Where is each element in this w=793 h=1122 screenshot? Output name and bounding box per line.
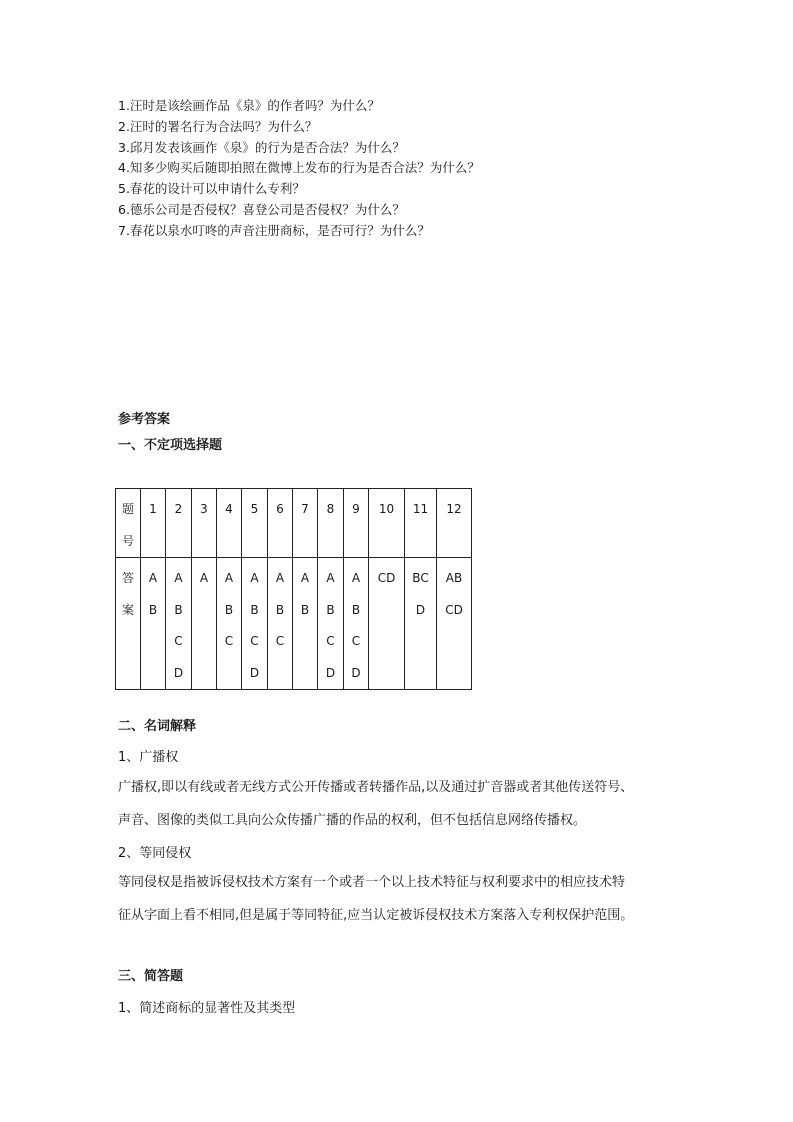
question-item: 1.汪时是该绘画作品《泉》的作者吗？为什么？: [118, 98, 380, 113]
answer-line: A: [351, 571, 361, 585]
term1-paragraph: [118, 772, 684, 837]
reference-answers-title: 参考答案: [118, 412, 171, 427]
answer-table-answer-row: [116, 558, 472, 690]
paragraph-line: 征从字面上看不相同,但是属于等同特征,应当认定被诉侵权技术方案落入专利权保护范围。: [118, 907, 634, 923]
question-item: 5.春花的设计可以申请什么专利？: [118, 181, 305, 197]
answer-line: B: [250, 602, 259, 617]
paragraph-line: 声音、图像的类似工具向公众传播广播的作品的权利，但不包括信息网络传播权。: [118, 812, 587, 828]
answer-line: C: [351, 634, 361, 648]
question-number-cell: 10: [369, 489, 405, 558]
answer-table: [115, 488, 472, 690]
answer-cell: [242, 558, 268, 690]
answer-line: D: [351, 665, 361, 680]
answer-cell: [405, 558, 437, 690]
answer-line: C: [326, 634, 335, 648]
answer-line: A: [224, 571, 234, 585]
answer-cell: [217, 558, 242, 690]
answer-line: CD: [377, 571, 396, 585]
header-label-char: 号: [121, 533, 134, 548]
answer-line: D: [415, 602, 426, 617]
answer-line: D: [325, 665, 336, 680]
answer-cell: [318, 558, 344, 690]
term2-title: 2、等同侵权: [118, 846, 192, 861]
header-label-cell: [116, 489, 141, 558]
answer-cell: [192, 558, 217, 690]
answer-line: A: [275, 571, 285, 585]
section3-heading: 三、简答题: [118, 969, 184, 984]
question-number-cell: 11: [405, 489, 437, 558]
term2-paragraph: [118, 867, 684, 932]
answer-label-char: 案: [121, 602, 134, 617]
question-number-cell: 1: [141, 489, 166, 558]
question-number-cell: 8: [318, 489, 344, 558]
answer-line: B: [148, 602, 158, 617]
answer-line: A: [148, 571, 158, 585]
question-number-cell: 2: [166, 489, 192, 558]
question-item: 4.知多少购买后随即拍照在微博上发布的行为是否合法？为什么？: [118, 160, 480, 176]
answer-line: A: [300, 571, 310, 585]
question-number-cell: 6: [268, 489, 293, 558]
answer-line: B: [174, 602, 183, 617]
question-item: 2.汪时的署名行为合法吗？为什么？: [118, 118, 318, 134]
answer-line: D: [249, 665, 260, 680]
answer-cell: [166, 558, 192, 690]
answer-table-header-row: [116, 489, 472, 558]
answer-line: B: [275, 602, 285, 617]
answer-line: BC: [412, 571, 429, 585]
question-item: 7.春花以泉水叮咚的声音注册商标，是否可行？为什么？: [118, 222, 430, 238]
term1-title: 1、广播权: [118, 750, 179, 765]
answer-line: A: [250, 571, 259, 585]
answer-line: CD: [445, 602, 463, 617]
question-item: 3.邱月发表该画作《泉》的行为是否合法？为什么？: [118, 139, 405, 155]
answer-label-cell: [116, 558, 141, 690]
answer-line: B: [300, 602, 310, 617]
answer-cell: [141, 558, 166, 690]
answer-cell: [344, 558, 369, 690]
question-number-cell: 12: [437, 489, 472, 558]
header-label-char: 题: [121, 502, 134, 516]
question-item: 6.德乐公司是否侵权？喜登公司是否侵权？为什么？: [118, 201, 405, 217]
answer-line: B: [224, 602, 234, 617]
answer-cell: [437, 558, 472, 690]
paragraph-line: 等同侵权是指被诉侵权技术方案有一个或者一个以上技术特征与权利要求中的相应技术特: [118, 875, 626, 890]
section1-heading: 一、不定项选择题: [118, 438, 223, 453]
answer-line: A: [326, 571, 335, 585]
paragraph-line: 广播权,即以有线或者无线方式公开传播或者转播作品,以及通过扩音器或者其他传送符号、: [118, 780, 634, 795]
answer-line: C: [224, 634, 234, 648]
answer-line: C: [250, 634, 259, 648]
answer-line: B: [351, 602, 361, 617]
answer-line: AB: [445, 571, 463, 585]
question-number-cell: 3: [192, 489, 217, 558]
question-list: [118, 96, 718, 242]
answer-line: C: [174, 634, 183, 648]
answer-cell: [369, 558, 405, 690]
question-number-cell: 5: [242, 489, 268, 558]
short-answer-1-title: 1、简述商标的显著性及其类型: [118, 1001, 296, 1016]
section2-heading: 二、名词解释: [118, 719, 197, 734]
answer-line: D: [173, 665, 184, 680]
answer-line: A: [199, 571, 209, 585]
question-number-cell: 9: [344, 489, 369, 558]
question-number-cell: 7: [293, 489, 318, 558]
answer-label-char: 答: [121, 571, 134, 585]
answer-cell: [268, 558, 293, 690]
answer-line: C: [275, 634, 285, 648]
answer-line: A: [174, 571, 183, 585]
question-number-cell: 4: [217, 489, 242, 558]
answer-cell: [293, 558, 318, 690]
answer-line: B: [326, 602, 335, 617]
